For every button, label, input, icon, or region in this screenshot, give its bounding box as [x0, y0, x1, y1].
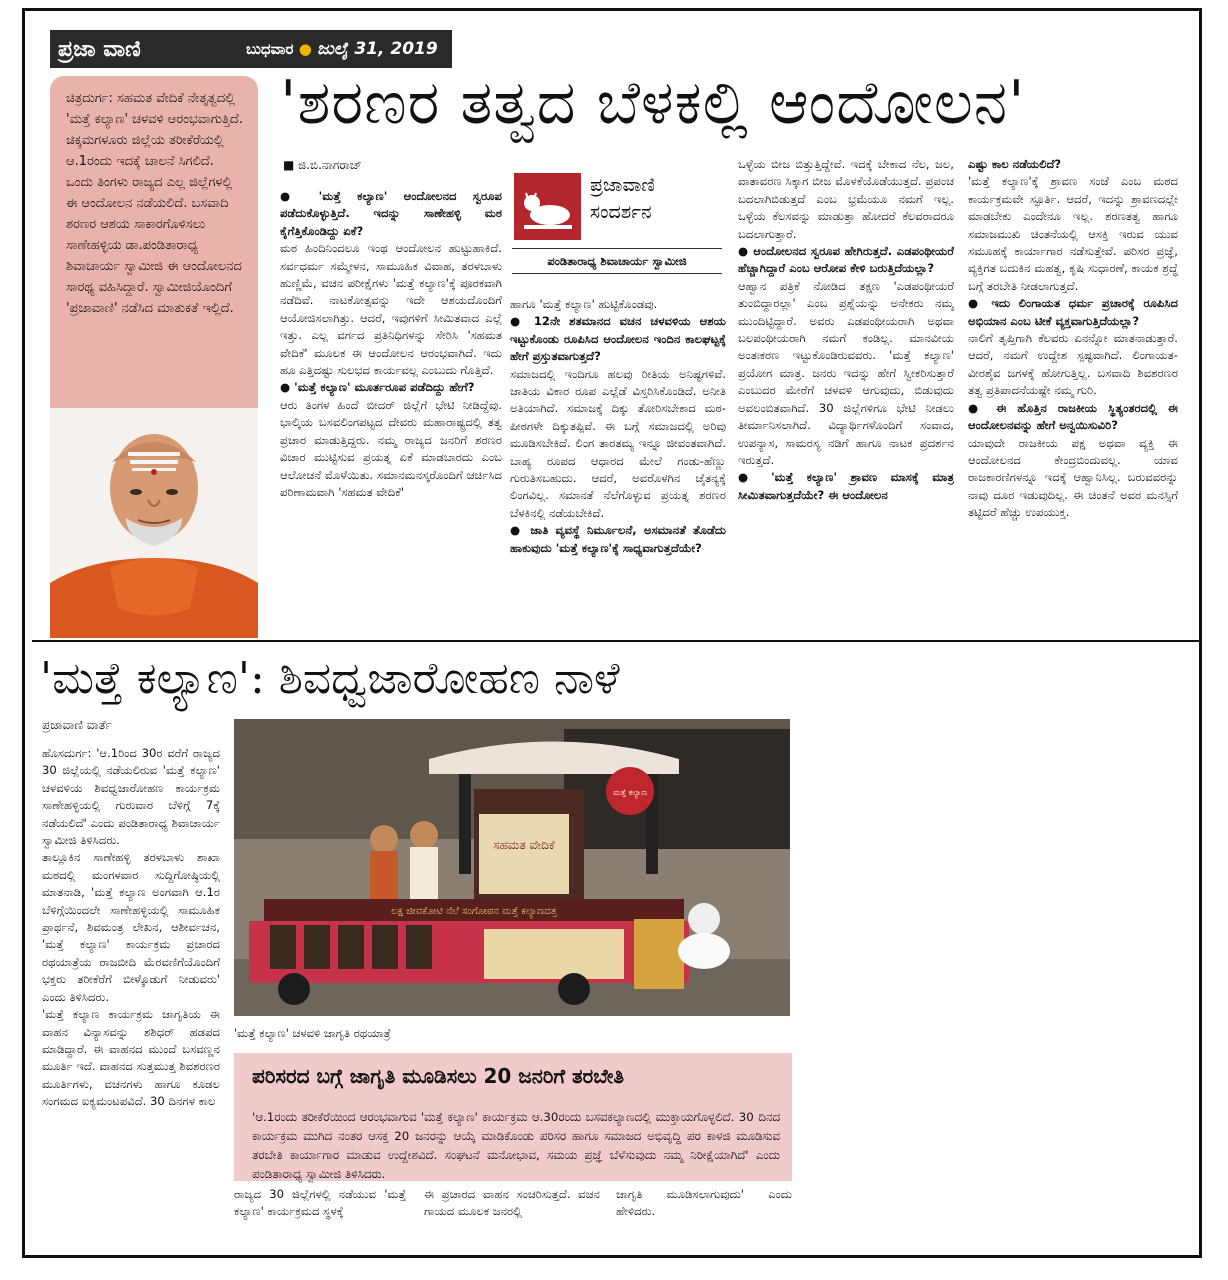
question-5: ● ಆಂದೋಲನದ ಸ್ವರೂಪ ಹೇಗಿರುತ್ತದೆ. ಎಡಪಂಥೀಯರೆ ಹೆಚ್ಚಾಗಿದ್ದಾರೆ ಎಂಬ ಆರೋಪ ಕೇಳಿ ಬರುತ್ತಿದೆಯಲ್ಲಾ?	[738, 244, 954, 276]
answer-1: ಮಠ ಹಿಂದಿನಿಂದಲೂ ಇಂಥ ಆಂದೋಲನ ಹುಟ್ಟುಹಾಕಿದೆ. ಸರ್ವಧರ್ಮ ಸಮ್ಮೇಳನ, ಸಾಮೂಹಿಕ ವಿವಾಹ, ತರಳಬಾಳು ಹುಣ್ಣಿಮೆ, ವಚನ ಪರೀಕ್ಷೆಗಳು 'ಮತ್ತೆ ಕಲ್ಯಾಣ'ಕ್ಕೆ ಪೂರಕವಾಗಿ ನಡೆದಿವೆ. ನಾಟಕೋತ್ಸವನ್ನು ಇದೇ ಆಶಯದೊಂದಿಗೆ ಆಯೋಜಿಸಲಾಗಿತ್ತು. ಆದರೆ, ಇವುಗಳಿಗೆ ಸೀಮಿತವಾದ ಎಲ್ಲೆ ಇತ್ತು. ಎಲ್ಲ ವರ್ಗದ ಪ್ರತಿನಿಧಿಗಳನ್ನು ಸೇರಿಸಿ 'ಸಹಮತ ವೇದಿಕೆ' ಮೂಲಕ ಈ ಆಂದೋಲನ ಆರಂಭವಾಗಿದೆ. ಇದು ಹೂ ಎತ್ತಿದಷ್ಟು ಸುಲಭದ ಕಾರ್ಯವಲ್ಲ ಎಂಬುದು ಗೊತ್ತಿದೆ.	[280, 241, 502, 378]
answer-2-cont: ಹಾಗೂ 'ಮತ್ತೆ ಕಲ್ಯಾಣ' ಹುಟ್ಟಿಕೊಂಡವು.	[510, 297, 658, 311]
answer-4: ಒಳ್ಳೆಯ ಬೀಜ ಬಿತ್ತುತ್ತಿದ್ದೇವೆ. ಇದಕ್ಕೆ ಬೇಕಾದ ನೆಲ, ಜಲ, ವಾತಾವರಣ ಸಿಕ್ಕಾಗ ಬೀಜ ಮೊಳಕೆಯೊಡೆಯುತ್ತದೆ. ಪ್ರಪಂಚ ಬದಲಾಗಿಬಿಡುತ್ತದೆ ಎಂಬ ಭ್ರಮೆಯೂ ನಮಗೆ ಇಲ್ಲ. ಒಳ್ಳೆಯ ಕೆಲಸವನ್ನು ಮಾಡುತ್ತಾ ಹೋದರೆ ಕೆಲವರಾದರೂ ಬದಲಾಗುತ್ತಾರೆ.	[738, 157, 954, 241]
answer-3: ಸಮಾಜದಲ್ಲಿ ಇಂದಿಗೂ ಹಲವು ರೀತಿಯ ಅನಿಷ್ಟಗಳಿವೆ. ಜಾತಿಯ ವಿಕಾರ ರೂಪ ಎಲ್ಲೆಡೆ ವಿಸ್ತರಿಸಿಕೊಂಡಿದೆ. ಅನೀತಿ ಅತಿಯಾಗಿದೆ. ಸಮಾಜಕ್ಕೆ ದಿಕ್ಕು ತೋರಿಸಬೇಕಾದ ಮಠ-ಪೀಠಗಳೇ ದಿಕ್ಕುತಪ್ಪಿವೆ. ಈ ಬಗ್ಗೆ ಸಮಾಜದಲ್ಲಿ ಅರಿವು ಮೂಡಿಸಬೇಕಿದೆ. ಲಿಂಗ ತಾರತಮ್ಯ ಇನ್ನೂ ಜೀವಂತವಾಗಿದೆ. ಬಾಹ್ಯ ರೂಪದ ಆಧಾರದ ಮೇಲೆ ಗಂಡು-ಹೆಣ್ಣು ಗುರುತಿಸಬಹುದು. ಆದರೆ, ಅವರೊಳಗಿನ ಚೈತನ್ಯಕ್ಕೆ ಲಿಂಗವಿಲ್ಲ. ಸಮಾನತೆ ನೆಲೆಗೊಳ್ಳುವ ಪ್ರಯತ್ನ ಶರಣರ ಬೆಳಕಿನಲ್ಲಿ ನಡೆಯಬೇಕಿದೆ.	[510, 366, 726, 520]
second-byline: ಪ್ರಜಾವಾಣಿ ವಾರ್ತೆ	[42, 718, 112, 732]
issue-date-value: ಜುಲೈ 31, 2019	[317, 39, 438, 59]
article-column-4	[968, 156, 1178, 636]
newspaper-logo: ಪ್ರಜಾ ವಾಣಿ	[58, 36, 141, 62]
intro-text: ಚಿತ್ರದುರ್ಗ: ಸಹಮತ ವೇದಿಕೆ ನೇತೃತ್ವದಲ್ಲಿ 'ಮತ್ತೆ ಕಲ್ಯಾಣ' ಚಳವಳಿ ಆರಂಭವಾಗುತ್ತಿದೆ. ಚಿಕ್ಕಮಗಳೂರು ಜಿಲ್ಲೆಯ ತರೀಕೆರೆಯಲ್ಲಿ ಆ.1ರಂದು ಇದಕ್ಕೆ ಚಾಲನೆ ಸಿಗಲಿದೆ. ಒಂದು ತಿಂಗಳು ರಾಜ್ಯದ ಎಲ್ಲ ಜಿಲ್ಲೆಗಳಲ್ಲಿ ಈ ಆಂದೋಲನ ನಡೆಯಲಿದೆ. ಬಸವಾದಿ ಶರಣರ ಆಶಯ ಸಾಕಾರಗೊಳಿಸಲು ಸಾಣೇಹಳ್ಳಿಯ ಡಾ.ಪಂಡಿತಾರಾಧ್ಯ ಶಿವಾಚಾರ್ಯ ಸ್ವಾಮೀಜಿ ಈ ಆಂದೋಲನದ ಸಾರಥ್ಯ ವಹಿಸಿದ್ದಾರೆ. ಸ್ವಾಮೀಜಿಯೊಂದಿಗೆ 'ಪ್ರಜಾವಾಣಿ' ನಡೆಸಿದ ಮಾತುಕತೆ ಇಲ್ಲಿದೆ.	[66, 91, 243, 316]
second-headline: 'ಮತ್ತೆ ಕಲ್ಯಾಣ': ಶಿವಧ್ವಜಾರೋಹಣ ನಾಳೆ	[40, 653, 620, 704]
main-headline: 'ಶರಣರ ತತ್ವದ ಬೆಳಕಲ್ಲಿ ಆಂದೋಲನ'	[280, 68, 1026, 138]
interviewee-name: ಪಂಡಿತಾರಾಧ್ಯ ಶಿವಾಚಾರ್ಯ ಸ್ವಾಮೀಜಿ	[512, 248, 722, 274]
issue-day: ಬುಧವಾರ	[246, 40, 294, 58]
section-divider	[32, 640, 1200, 642]
answer-2: ಆರು ತಿಂಗಳ ಹಿಂದೆ ಬೀದರ್ ಜಿಲ್ಲೆಗೆ ಭೇಟಿ ನೀಡಿದ್ದೆವು. ಭಾಲ್ಕಿಯ ಬಸವಲಿಂಗಪಟ್ಟದ ದೇವರು ಮಹಾರಾಷ್ಟ್ರದಲ್ಲಿ ತತ್ವ ಪ್ರಚಾರ ಮಾಡುತ್ತಿದ್ದರು. ನಮ್ಮ ರಾಜ್ಯದ ಜನರಿಗೆ ಶರಣರ ವಿಚಾರ ಮುಟ್ಟಿಸುವ ಪ್ರಯತ್ನ ಏಕೆ ಮಾಡಬಾರದು ಎಂಬ ಆಲೋಚನೆ ಮೊಳೆಯಿತು. ಸಮಾನಮನಸ್ಕರೊಂದಿಗೆ ಚರ್ಚಿಸಿದ ಪರಿಣಾಮವಾಗಿ 'ಸಹಮತ ವೇದಿಕೆ'	[280, 397, 502, 499]
second-story-col-b3: ಜಾಗೃತಿ ಮೂಡಿಸಲಾಗುವುದು' ಎಂದು ಹೇಳಿದರು.	[616, 1187, 792, 1219]
question-1: ● 'ಮತ್ತೆ ಕಲ್ಯಾಣ' ಆಂದೋಲನದ ಸ್ವರೂಪ ಪಡೆದುಕೊಳ್ಳುತ್ತಿದೆ. ಇದನ್ನು ಸಾಣೇಹಳ್ಳಿ ಮಠ ಕೈಗೆತ್ತಿಕೊಂಡಿದ್ದು ಏಕೆ?	[280, 189, 502, 238]
vehicle-panel-label: ಸಹಮತ ವೇದಿಕೆ	[493, 838, 555, 852]
answer-5: ಆಹ್ವಾನ ಪತ್ರಿಕೆ ನೋಡಿದ ತಕ್ಷಣ 'ಎಡಪಂಥೀಯರೆ ತುಂಬಿದ್ದಾರಲ್ಲಾ' ಎಂಬ ಪ್ರಶ್ನೆಯನ್ನು ಅನೇಕರು ನಮ್ಮ ಮುಂದಿಟ್ಟಿದ್ದಾರೆ. ಅವರು ಎಡಪಂಥೀಯರಾಗಿ ಅಥವಾ ಬಲಪಂಥೀಯರಾಗಿ ನಮಗೆ ಕಂಡಿಲ್ಲ. ಮಾನವೀಯ ಅಂತಃಕರಣ ಇಟ್ಟುಕೊಂಡಿರುವವರು. 'ಮತ್ತೆ ಕಲ್ಯಾಣ' ಪ್ರಯೋಗ ಮಾತ್ರ. ಜನರು ಇದನ್ನು ಹೇಗೆ ಸ್ವೀಕರಿಸುತ್ತಾರೆ ಎಂಬುದರ ಮೇರೆಗೆ ಚಳವಳಿ ಆಗುವುದು, ಬಿಡುವುದು ಅವಲಂಬಿತವಾಗಿದೆ. 30 ಜಿಲ್ಲೆಗಳಿಗೂ ಭೇಟಿ ನೀಡಲು ತೀರ್ಮಾನಿಸಲಾಗಿದೆ. ವಿದ್ಯಾರ್ಥಿಗಳೊಂದಿಗೆ ಸಂವಾದ, ಉಪನ್ಯಾಸ, ಸಾಮರಸ್ಯ ನಡಿಗೆ ಹಾಗೂ ನಾಟಕ ಪ್ರದರ್ಶನ ಇರುತ್ತದೆ.	[738, 278, 954, 467]
portrait-illustration	[50, 408, 258, 638]
question-7: ● ಇದು ಲಿಂಗಾಯತ ಧರ್ಮ ಪ್ರಚಾರಕ್ಕೆ ರೂಪಿಸಿದ ಅಭಿಯಾನ ಎಂಬ ಟೀಕೆ ವ್ಯಕ್ತವಾಗುತ್ತಿದೆಯಲ್ಲಾ?	[968, 296, 1178, 328]
question-4: ● ಜಾತಿ ವ್ಯವಸ್ಥೆ ನಿರ್ಮೂಲನೆ, ಅಸಮಾನತೆ ತೊಡೆದು ಹಾಕುವುದು 'ಮತ್ತೆ ಕಲ್ಯಾಣ'ಕ್ಕೆ ಸಾಧ್ಯವಾಗುತ್ತದೆಯೇ?	[510, 523, 726, 555]
article-column-1	[280, 188, 502, 634]
question-8: ● ಈ ಹೊತ್ತಿನ ರಾಜಕೀಯ ಸ್ಥಿತ್ಯಂತರದಲ್ಲಿ ಈ ಆಂದೋಲನವನ್ನು ಹೇಗೆ ಅನ್ವಯಿಸುವಿರಿ?	[968, 400, 1178, 433]
interview-logo	[514, 173, 581, 240]
answer-6: 'ಮತ್ತೆ ಕಲ್ಯಾಣ'ಕ್ಕೆ ಶ್ರಾವಣ ಸಂಜೆ ಎಂಬ ಮಠದ ಕಾರ್ಯಕ್ರಮವೇ ಸ್ಫೂರ್ತಿ. ಆದರೆ, ಇದನ್ನು ಶ್ರಾವಣದಲ್ಲೇ ಮಾಡಬೇಕು ಎಂದೇನೂ ಇಲ್ಲ. ಶರಣತತ್ವ ಹಾಗೂ ಸಮಾಜಮುಖಿ ಚಿಂತನೆಯಲ್ಲಿ ಆಸಕ್ತಿ ಇರುವ ಯುವ ಸಮೂಹಕ್ಕೆ ಕಾರ್ಯಾಗಾರ ನಡೆಸುತ್ತೇವೆ. ಪರಿಸರ ಪ್ರಜ್ಞೆ, ವ್ಯಕ್ತಿಗತ ಬದುಕಿನ ಮಹತ್ವ, ಕೃಷಿ ಸುಧಾರಣೆ, ಕಾಯಕ ಶ್ರದ್ಧೆ ಬಗ್ಗೆ ತರಬೇತಿ ನೀಡಲಾಗುತ್ತದೆ.	[968, 174, 1178, 293]
sidebar-box-text: 'ಆ.1ರಂದು ತರೀಕೆರೆಯಿಂದ ಆರಂಭವಾಗುವ 'ಮತ್ತೆ ಕಲ್ಯಾಣ' ಕಾರ್ಯಕ್ರಮ ಆ.30ರಂದು ಬಸವಕಲ್ಯಾಣದಲ್ಲಿ ಮುಕ್ತಾಯಗೊಳ್ಳಲಿದೆ. 30 ದಿನದ ಕಾರ್ಯಕ್ರಮ ಮುಗಿದ ನಂತರ ಆಸಕ್ತ 20 ಜನರನ್ನು ಆಯ್ಕೆ ಮಾಡಿಕೊಂಡು ಪರಿಸರ ಹಾಗೂ ಸಮಾಜದ ಅಭಿವೃದ್ಧಿ ಪರ ಕಾಳಜಿ ಮೂಡಿಸುವ ತರಬೇತಿ ಕಾರ್ಯಾಗಾರ ಮಾಡುವ ಉದ್ದೇಶವಿದೆ. ಸಂಘಟನೆ ಮನೋಭಾವ, ಸಮಯ ಪ್ರಜ್ಞೆ ಬೆಳೆಸುವುದು ನಮ್ಮ ನಿರೀಕ್ಷೆಯಾಗಿದೆ' ಎಂದು ಪಂಡಿತಾರಾಧ್ಯ ಸ್ವಾಮೀಜಿ ತಿಳಿಸಿದರು.	[252, 1110, 780, 1181]
second-story-col-b1: ರಾಜ್ಯದ 30 ಜಿಲ್ಲೆಗಳಲ್ಲಿ ನಡೆಯುವ 'ಮತ್ತೆ ಕಲ್ಯಾಣ' ಕಾರ್ಯಕ್ರಮದ ಸ್ಥಳಕ್ಕೆ	[234, 1187, 406, 1219]
rath-yatra-photo	[234, 719, 790, 1016]
masthead	[50, 30, 452, 68]
question-6: ● 'ಮತ್ತೆ ಕಲ್ಯಾಣ' ಶ್ರಾವಣ ಮಾಸಕ್ಕೆ ಮಾತ್ರ ಸೀಮಿತವಾಗುತ್ತದೆಯೇ? ಈ ಆಂದೋಲನ	[738, 470, 954, 502]
interview-label-line1: ಪ್ರಜಾವಾಣಿ	[590, 174, 655, 196]
interview-label	[590, 172, 655, 226]
second-story-col-b2: ಈ ಪ್ರಚಾರದ ವಾಹನ ಸಂಚರಿಸುತ್ತದೆ. ವಚನ ಗಾಯದ ಮೂಲಕ ಜನರಲ್ಲಿ	[424, 1187, 600, 1219]
question-3: ● 12ನೇ ಶತಮಾನದ ವಚನ ಚಳವಳಿಯ ಆಶಯ ಇಟ್ಟುಕೊಂಡು ರೂಪಿಸಿದ ಆಂದೋಲನ ಇಂದಿನ ಕಾಲಘಟ್ಟಕ್ಕೆ ಹೇಗೆ ಪ್ರಸ್ತುತವಾಗುತ್ತದೆ?	[510, 314, 726, 364]
second-story-para-1: ಹೊಸದುರ್ಗ: 'ಆ.1ರಿಂದ 30ರ ವರೆಗೆ ರಾಜ್ಯದ 30 ಜಿಲ್ಲೆಯಲ್ಲಿ ನಡೆಯಲಿರುವ 'ಮತ್ತೆ ಕಲ್ಯಾಣ' ಚಳವಳಿಯ ಶಿವಧ್ವಜಾರೋಹಣ ಕಾರ್ಯಕ್ರಮ ಸಾಣೇಹಳ್ಳಿಯಲ್ಲಿ ಗುರುವಾರ ಬೆಳಿಗ್ಗೆ 7ಕ್ಕೆ ನಡೆಯಲಿದೆ' ಎಂದು ಪಂಡಿತಾರಾಧ್ಯ ಶಿವಾಚಾರ್ಯ ಸ್ವಾಮೀಜಿ ತಿಳಿಸಿದರು.	[42, 746, 220, 848]
second-story-para-2: ತಾಲ್ಲೂಕಿನ ಸಾಣೇಹಳ್ಳಿ ತರಳಬಾಳು ಶಾಖಾ ಮಠದಲ್ಲಿ ಮಂಗಳವಾರ ಸುದ್ದಿಗೋಷ್ಠಿಯಲ್ಲಿ ಮಾತನಾಡಿ, 'ಮತ್ತೆ ಕಲ್ಯಾಣ ಅಂಗವಾಗಿ ಆ.1ರ ಬೆಳಿಗ್ಗೆಯಿಂದಲೇ ಸಾಣೇಹಳ್ಳಿಯಲ್ಲಿ ಸಾಮೂಹಿಕ ಪ್ರಾರ್ಥನೆ, ಶಿವಮಂತ್ರ ಲೇಖನ, ಆಶೀರ್ವಚನ, 'ಮತ್ತೆ ಕಲ್ಯಾಣ' ಕಾರ್ಯಕ್ರಮ ಪ್ರಚಾರದ ರಥಯಾತ್ರೆಯ ರಾಜಬೀದಿ ಮೆರವಣಿಗೆಯೊಂದಿಗೆ ಭಕ್ತರು ತರೀಕೆರೆಗೆ ಬೀಳ್ಕೊಡುಗೆ ನೀಡುವರು' ಎಂದು ತಿಳಿಸಿದರು.	[42, 850, 220, 1004]
article-column-2	[510, 296, 726, 636]
campaign-vehicle-illustration	[234, 719, 790, 1016]
sidebar-box-headline: ಪರಿಸರದ ಬಗ್ಗೆ ಜಾಗೃತಿ ಮೂಡಿಸಲು 20 ಜನರಿಗೆ ತರಬೇತಿ	[252, 1064, 625, 1088]
nandi-bull-icon	[514, 173, 581, 240]
question-6-cont: ಎಷ್ಟು ಕಾಲ ನಡೆಯಲಿದೆ?	[968, 157, 1062, 171]
issue-date	[246, 39, 438, 59]
answer-7: ನಾಲಿಗೆ ತೃಪ್ತಿಗಾಗಿ ಕೆಲವರು ಏನನ್ನೋ ಮಾತನಾಡುತ್ತಾರೆ. ಆದರೆ, ನಮಗೆ ಉದ್ದೇಶ ಸ್ಪಷ್ಟವಾಗಿದೆ. ಲಿಂಗಾಯತ-ವೀರಶೈವ ಜಗಳಕ್ಕೆ ಹೋಗುತ್ತಿಲ್ಲ. ಬಸವಾದಿ ಶಿವಶರಣರ ತತ್ವ ಪ್ರತಿಪಾದನೆಯಷ್ಟೇ ನಮ್ಮ ಗುರಿ.	[968, 331, 1178, 398]
second-story-para-3: 'ಮತ್ತೆ ಕಲ್ಯಾಣ ಕಾರ್ಯಕ್ರಮ ಜಾಗೃತಿಯ ಈ ವಾಹನ ವಿನ್ಯಾಸವನ್ನು ಶಶಿಧರ್ ಹಡಪದ ಮಾಡಿದ್ದಾರೆ. ಈ ವಾಹನದ ಮುಂದೆ ಬಸವಣ್ಣನ ಮೂರ್ತಿ ಇದೆ. ವಾಹನದ ಸುತ್ತಮುತ್ತ ಶಿವಶರಣರ ಮೂರ್ತಿಗಳು, ವಚನಗಳು ಹಾಗೂ ಕೂಡಲ ಸಂಗಮದ ಐಕ್ಯಮಂಟಪವಿದೆ. 30 ದಿನಗಳ ಕಾಲ	[42, 1007, 220, 1109]
separator-dot-icon: ●	[293, 40, 318, 58]
second-story-column	[42, 745, 220, 1225]
article-column-3	[738, 156, 954, 636]
answer-8: ಯಾವುದೇ ರಾಜಕೀಯ ಪಕ್ಷ ಅಥವಾ ವ್ಯಕ್ತಿ ಈ ಆಂದೋಲನದ ಕೇಂದ್ರಬಿಂದುವಲ್ಲ. ಯಾವ ರಾಜಕಾರಣಿಗಳನ್ನೂ ಇದಕ್ಕೆ ಆಹ್ವಾನಿಸಿಲ್ಲ. ಬರುವವರನ್ನು ನಾವು ದೂರ ಇಡುವುದಿಲ್ಲ. ಈ ಚಿಂತನೆ ಅವರ ಮನಸ್ಸಿಗೆ ತಟ್ಟಿದರೆ ಹೆಚ್ಚು ಉಪಯುಕ್ತ.	[968, 435, 1178, 520]
question-2: ● 'ಮತ್ತೆ ಕಲ್ಯಾಣ' ಮೂರ್ತರೂಪ ಪಡೆದಿದ್ದು ಹೇಗೆ?	[280, 380, 475, 395]
swamiji-portrait	[50, 408, 258, 638]
vehicle-banner: ಲಕ್ಷ ಜೀವಕೋಟಿ ನೆಲೆ ಸಂಗೋಪನ ಮತ್ತೆ ಕಲ್ಯಾಣದತ್ತ	[391, 906, 557, 917]
photo-caption: 'ಮತ್ತೆ ಕಲ್ಯಾಣ' ಚಳವಳಿ ಜಾಗೃತಿ ರಥಯಾತ್ರೆ	[234, 1026, 391, 1040]
vehicle-emblem-title: ಮತ್ತೆ ಕಲ್ಯಾಣ	[613, 788, 647, 797]
byline: ■ ಜಿ.ಬಿ.ನಾಗರಾಜ್	[283, 158, 362, 172]
interview-label-line2: ಸಂದರ್ಶನ	[590, 201, 652, 223]
